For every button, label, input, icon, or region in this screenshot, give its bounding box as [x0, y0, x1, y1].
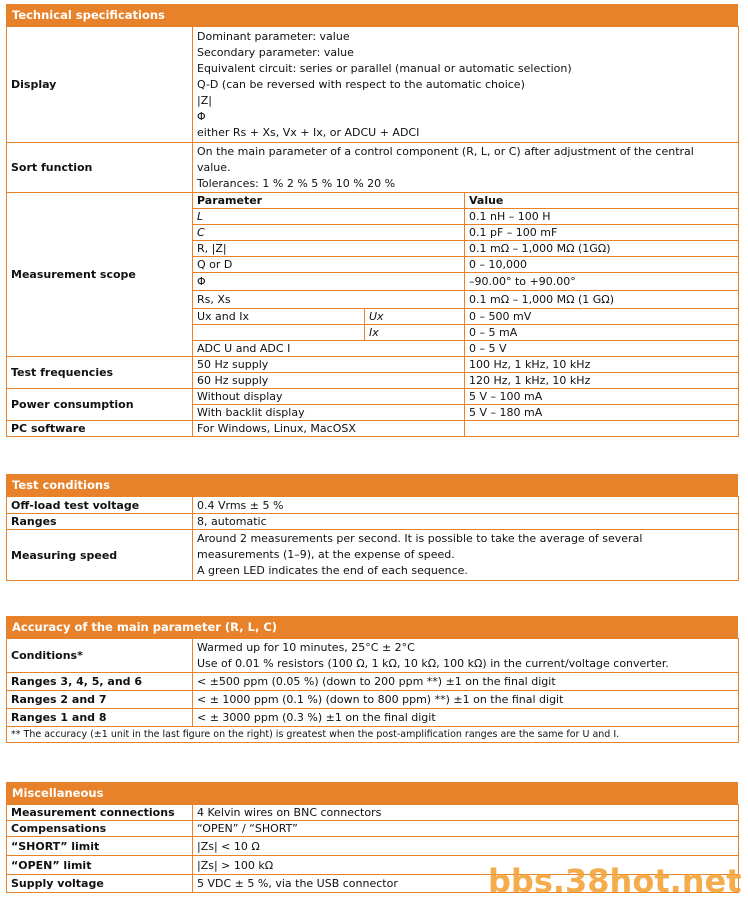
scope-value: 0 – 500 mV	[465, 309, 739, 325]
accuracy-row-label: Ranges 1 and 8	[7, 709, 193, 727]
scope-value: 0 – 10,000	[465, 257, 739, 273]
watermark: bbs.38hot.net	[488, 862, 742, 900]
freq-cell: 50 Hz supply	[193, 357, 465, 373]
display-value	[193, 27, 739, 143]
scope-param: Rs, Xs	[193, 291, 465, 309]
display-label: Display	[7, 27, 193, 143]
accuracy-row-value: < ±500 ppm (0.05 %) (down to 200 ppm **) ±1 on the final digit	[193, 673, 739, 691]
tech-specs-header: Technical specifications	[6, 4, 738, 26]
offload-value: 0.4 Vrms ± 5 %	[193, 497, 739, 514]
display-line: Equivalent circuit: series or parallel (manual or automatic selection)	[197, 61, 572, 75]
scope-sub: Ux	[365, 309, 465, 325]
accuracy-row-value: < ± 1000 ppm (0.1 %) (down to 800 ppm) **) ±1 on the final digit	[193, 691, 739, 709]
accuracy-table	[6, 638, 739, 743]
speed-line: Around 2 measurements per second. It is possible to take the average of several	[197, 532, 643, 545]
display-line: Q-D (can be reversed with respect to the automatic choice)	[197, 77, 525, 91]
misc-row-label: Compensations	[7, 821, 193, 837]
speed-line: measurements (1–9), at the expense of speed.	[197, 548, 455, 561]
scope-param: ADC U and ADC I	[193, 341, 465, 357]
accuracy-row-label: Ranges 3, 4, 5, and 6	[7, 673, 193, 691]
misc-row-label: “OPEN” limit	[7, 856, 193, 875]
display-line: Secondary parameter: value	[197, 45, 354, 59]
accuracy-note: ** The accuracy (±1 unit in the last figure on the right) is greatest when the post-amplification ranges are the same for U and I.	[7, 727, 739, 743]
scope-param	[193, 325, 365, 341]
scope-value: –90.00° to +90.00°	[465, 273, 739, 291]
misc-row-value: “OPEN” / “SHORT”	[193, 821, 739, 837]
misc-row-value: 4 Kelvin wires on BNC connectors	[193, 805, 739, 821]
offload-label: Off-load test voltage	[7, 497, 193, 514]
pc-label: PC software	[7, 421, 193, 437]
speed-label: Measuring speed	[7, 530, 193, 581]
power-label: Power consumption	[7, 389, 193, 421]
misc-row-value: |Zs| > 100 kΩ	[193, 856, 739, 875]
display-line: either Rs + Xs, Vx + Ix, or ADCU + ADCI	[197, 125, 420, 139]
scope-head-value: Value	[465, 193, 739, 209]
ranges-value: 8, automatic	[193, 514, 739, 530]
scope-param: L	[193, 209, 465, 225]
freq-label: Test frequencies	[7, 357, 193, 389]
sort-line: value.	[197, 160, 231, 174]
scope-value: 0 – 5 mA	[465, 325, 739, 341]
accuracy-section	[6, 616, 738, 743]
conditions-line: Warmed up for 10 minutes, 25°C ± 2°C	[197, 640, 415, 654]
display-line: |Z|	[197, 93, 212, 107]
test-conditions-header: Test conditions	[6, 474, 738, 496]
scope-value: 0 – 5 V	[465, 341, 739, 357]
sort-label: Sort function	[7, 143, 193, 193]
display-line: Dominant parameter: value	[197, 29, 350, 43]
misc-row-label: “SHORT” limit	[7, 837, 193, 856]
scope-head-param: Parameter	[193, 193, 465, 209]
misc-header: Miscellaneous	[6, 782, 738, 804]
scope-value: 0.1 pF – 100 mF	[465, 225, 739, 241]
ranges-label: Ranges	[7, 514, 193, 530]
power-cell: 5 V – 180 mA	[465, 405, 739, 421]
accuracy-row-label: Ranges 2 and 7	[7, 691, 193, 709]
scope-value: 0.1 mΩ – 1,000 MΩ (1 GΩ)	[465, 291, 739, 309]
scope-param: C	[193, 225, 465, 241]
test-conditions-section	[6, 474, 738, 581]
scope-param: Φ	[193, 273, 465, 291]
accuracy-header: Accuracy of the main parameter (R, L, C)	[6, 616, 738, 638]
accuracy-row-value: < ± 3000 ppm (0.3 %) ±1 on the final digit	[193, 709, 739, 727]
tech-specs-section	[6, 4, 738, 437]
freq-cell: 60 Hz supply	[193, 373, 465, 389]
scope-value: 0.1 mΩ – 1,000 MΩ (1GΩ)	[465, 241, 739, 257]
pc-value: For Windows, Linux, MacOSX	[193, 421, 465, 437]
pc-empty	[465, 421, 739, 437]
conditions-line: Use of 0.01 % resistors (100 Ω, 1 kΩ, 10 kΩ, 100 kΩ) in the current/voltage converter.	[197, 656, 669, 670]
sort-value	[193, 143, 739, 193]
freq-cell: 120 Hz, 1 kHz, 10 kHz	[465, 373, 739, 389]
sort-line: On the main parameter of a control component (R, L, or C) after adjustment of the central	[197, 144, 694, 158]
speed-line: A green LED indicates the end of each sequence.	[197, 564, 468, 577]
scope-value: 0.1 nH – 100 H	[465, 209, 739, 225]
misc-row-label: Measurement connections	[7, 805, 193, 821]
misc-row-label: Supply voltage	[7, 875, 193, 893]
sort-line: Tolerances: 1 % 2 % 5 % 10 % 20 %	[197, 176, 396, 190]
misc-row-value: 5 VDC ± 5 %, via the USB connector	[193, 875, 739, 893]
scope-label: Measurement scope	[7, 193, 193, 357]
power-cell: Without display	[193, 389, 465, 405]
display-line: Φ	[197, 109, 206, 123]
scope-param: Ux and Ix	[193, 309, 365, 325]
scope-param: Q or D	[193, 257, 465, 273]
test-conditions-table	[6, 496, 739, 581]
scope-param: R, |Z|	[193, 241, 465, 257]
freq-cell: 100 Hz, 1 kHz, 10 kHz	[465, 357, 739, 373]
scope-sub: Ix	[365, 325, 465, 341]
misc-row-value: |Zs| < 10 Ω	[193, 837, 739, 856]
conditions-label: Conditions*	[7, 639, 193, 673]
power-cell: 5 V – 100 mA	[465, 389, 739, 405]
power-cell: With backlit display	[193, 405, 465, 421]
speed-value	[193, 530, 739, 581]
conditions-value	[193, 639, 739, 673]
tech-specs-table	[6, 26, 739, 437]
